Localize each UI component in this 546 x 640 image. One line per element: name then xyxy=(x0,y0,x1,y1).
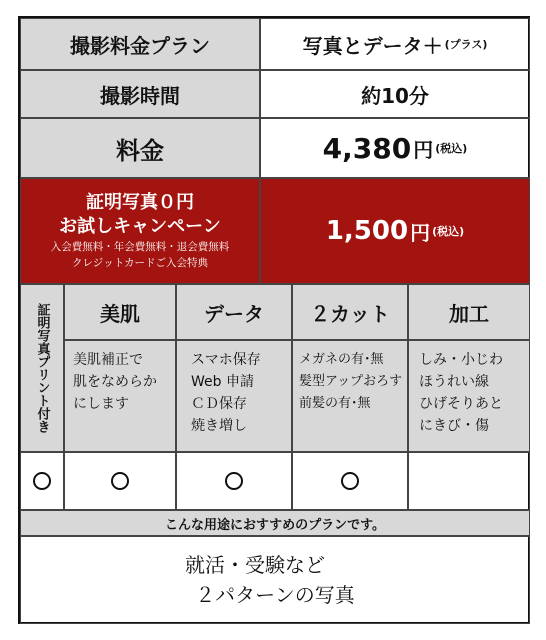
promo-price-number: 1,500 xyxy=(325,216,409,246)
plan-table xyxy=(18,16,530,624)
feature-body-bihada-text: 美肌補正で 肌をなめらか にします xyxy=(73,352,157,412)
recommend-body xyxy=(20,536,530,624)
feature-body-kakou xyxy=(408,340,530,452)
check-2cut xyxy=(292,452,408,510)
feature-title-bihada-text: 美肌 xyxy=(100,301,140,326)
feature-title-data-text: データ xyxy=(204,301,264,326)
check-circle-icon xyxy=(111,472,129,490)
feature-body-bihada xyxy=(64,340,176,452)
feature-body-data-text: スマホ保存 Web 申請 ＣＤ保存 焼き増し xyxy=(191,352,261,434)
plan-name-suffix: (プラス) xyxy=(444,38,488,51)
label-time xyxy=(20,70,260,118)
check-circle-icon xyxy=(341,472,359,490)
plan-name-text: 写真とデータ＋ xyxy=(302,33,443,58)
recommend-label xyxy=(20,510,530,536)
check-circle-icon xyxy=(225,472,243,490)
label-time-text: 撮影時間 xyxy=(100,83,180,108)
promo-price-unit: 円 xyxy=(410,220,431,245)
recommend-label-text: こんな用途におすすめのプランです。 xyxy=(164,517,386,533)
features-side-label-text: 証明写真プリント付き xyxy=(34,303,50,433)
feature-title-kakou-text: 加工 xyxy=(449,301,489,326)
promo-line4: クレジットカードご入会特典 xyxy=(72,257,208,269)
check-circle-icon xyxy=(33,472,51,490)
label-price xyxy=(20,118,260,178)
recommend-line2: ２パターンの写真 xyxy=(195,583,355,607)
check-bihada xyxy=(64,452,176,510)
feature-title-2cut xyxy=(292,284,408,340)
promo-line1: 証明写真０円 xyxy=(86,192,194,213)
features-side-label xyxy=(20,284,64,452)
feature-body-2cut-text: メガネの有･無 髪型アップおろす 前髪の有･無 xyxy=(299,352,403,411)
recommend-line1: 就活・受験など xyxy=(185,553,325,577)
time-value xyxy=(260,70,530,118)
feature-body-2cut xyxy=(292,340,408,452)
price-tax: (税込) xyxy=(435,142,468,155)
promo-price xyxy=(260,178,530,284)
price-number: 4,380 xyxy=(322,131,412,165)
price-value xyxy=(260,118,530,178)
check-kakou xyxy=(408,452,530,510)
check-print xyxy=(20,452,64,510)
feature-title-2cut-text: ２カット xyxy=(310,301,390,326)
feature-title-bihada xyxy=(64,284,176,340)
time-value-text: 約10分 xyxy=(361,83,429,108)
label-price-text: 料金 xyxy=(116,136,164,165)
feature-body-data xyxy=(176,340,292,452)
price-unit: 円 xyxy=(413,137,434,162)
label-plan-text: 撮影料金プラン xyxy=(70,33,210,58)
feature-body-kakou-text: しみ・小じわ ほうれい線 ひげそりあと にきび・傷 xyxy=(419,352,503,434)
promo-line3: 入会費無料・年会費無料・退会費無料 xyxy=(50,241,230,253)
plan-name xyxy=(260,18,530,70)
promo-box xyxy=(20,178,260,284)
feature-title-data xyxy=(176,284,292,340)
promo-line2: お試しキャンペーン xyxy=(59,216,221,237)
feature-title-kakou xyxy=(408,284,530,340)
promo-price-tax: (税込) xyxy=(432,225,465,238)
label-plan xyxy=(20,18,260,70)
check-data xyxy=(176,452,292,510)
